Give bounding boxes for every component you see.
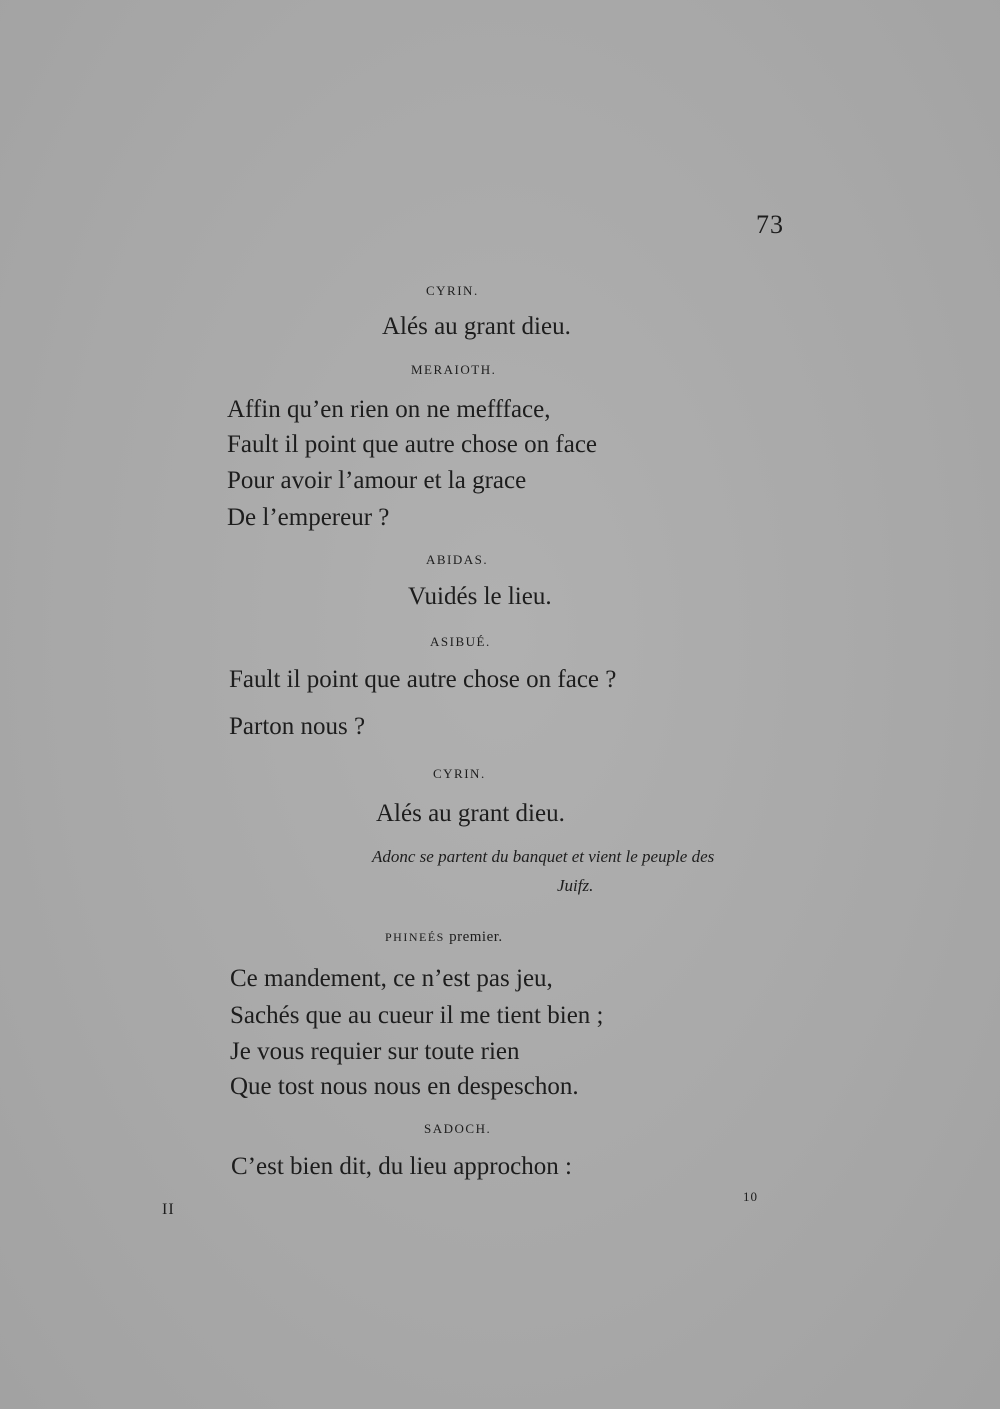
speaker-name: ASIBUÉ.: [430, 634, 491, 649]
verse-line: Parton nous ?: [229, 713, 366, 740]
speaker-name-suffix: premier.: [449, 929, 503, 945]
line-number: 10: [743, 1189, 758, 1204]
verse-line: Ce mandement, ce n’est pas jeu,: [230, 965, 553, 992]
verse-line: De l’empereur ?: [227, 504, 390, 531]
verse-line: Fault il point que autre chose on face ?: [229, 666, 617, 693]
speaker-name: CYRIN.: [433, 766, 486, 781]
speaker-name: SADOCH.: [424, 1121, 492, 1136]
speaker-name: ABIDAS.: [426, 552, 489, 567]
verse-line: C’est bien dit, du lieu approchon :: [231, 1153, 572, 1180]
verse-line: Que tost nous nous en despeschon.: [230, 1073, 579, 1100]
verse-line: Fault il point que autre chose on face: [227, 431, 598, 458]
stage-direction: Juifz.: [557, 876, 594, 895]
verse-line: Alés au grant dieu.: [382, 313, 571, 340]
verse-line: Alés au grant dieu.: [376, 800, 565, 827]
verse-line: Pour avoir l’amour et la grace: [227, 467, 527, 494]
verse-line: Sachés que au cueur il me tient bien ;: [230, 1002, 604, 1029]
speaker-name-caps: PHINEÉS: [385, 930, 445, 944]
speaker-name: MERAIOTH.: [411, 362, 497, 377]
speaker-name: [385, 929, 503, 946]
page-number: 73: [756, 210, 784, 239]
signature-mark: II: [162, 1201, 175, 1218]
verse-line: Affin qu’en rien on ne meffface,: [227, 396, 551, 423]
speaker-name: CYRIN.: [426, 283, 479, 298]
stage-direction: Adonc se partent du banquet et vient le peuple des: [372, 847, 715, 866]
verse-line: Vuidés le lieu.: [408, 583, 552, 610]
verse-line: Je vous requier sur toute rien: [230, 1038, 520, 1065]
